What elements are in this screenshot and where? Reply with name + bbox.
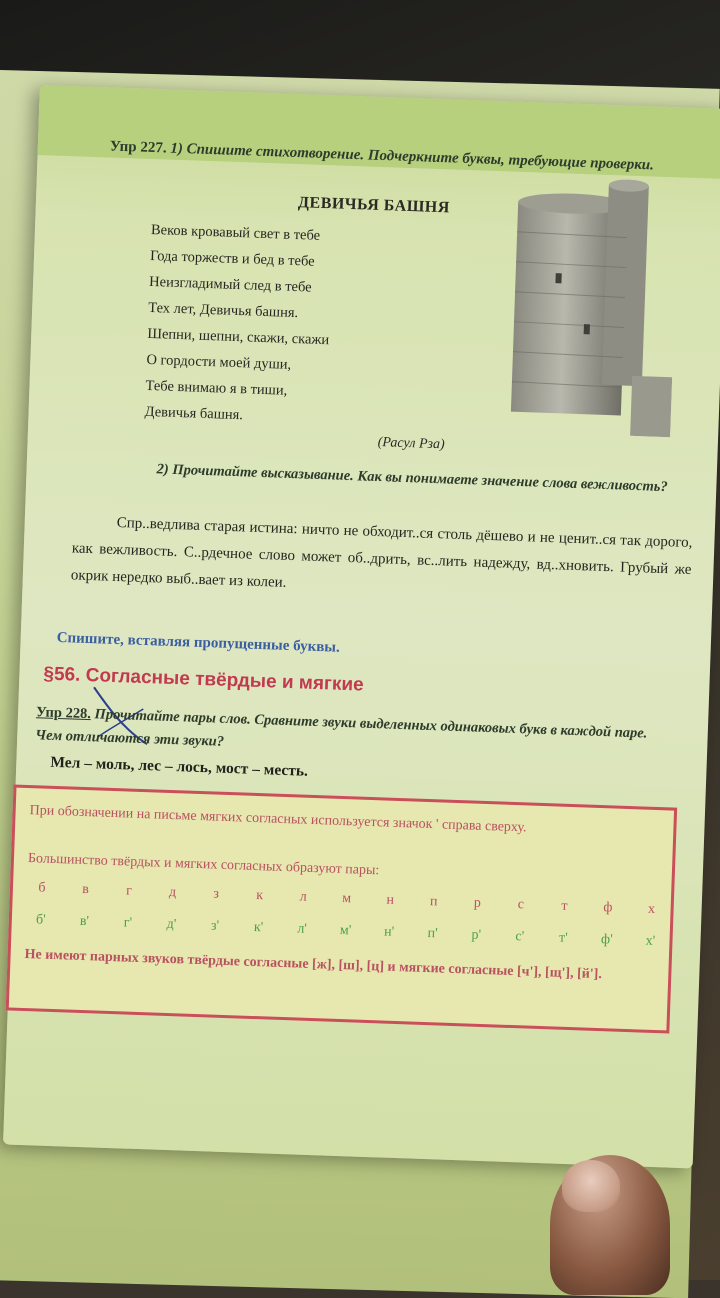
page-content (3, 85, 720, 1168)
consonant-letter: д' (166, 916, 177, 933)
poem-line: О гордости моей души, (146, 351, 292, 373)
consonant-letter: з (213, 886, 220, 902)
rule-box (6, 785, 677, 1034)
prose-text: Спр..ведлива старая истина: ничто не обходит..ся столь дёшево и не ценит..ся так дорого, как вежливость. С..рдечное слово может об..дрить, вс..лить надежду, вд..хновить. Грубый же окрик нередко выб..вает из колеи. (70, 514, 693, 591)
thumb-nail (562, 1160, 620, 1212)
exercise-228-number: Упр 228. (35, 704, 92, 723)
poem-line: Веков кровавый свет в тебе (150, 221, 321, 244)
consonant-letter: л' (297, 921, 308, 937)
rule-line-pairs: Большинство твёрдых и мягких согласных образуют пары: (27, 851, 380, 879)
task-2-instruction: 2) Прочитайте высказывание. Как вы понимаете значение слова вежливость? (156, 461, 668, 496)
consonant-letter: к' (253, 919, 264, 936)
consonant-letter: п' (427, 926, 438, 942)
prose-passage (70, 508, 692, 611)
poem-line: Шепни, шепни, скажи, скажи (147, 325, 330, 349)
consonant-letter: ф (603, 900, 613, 916)
consonant-letter: п (429, 894, 438, 910)
poem-line: Девичья башня. (144, 403, 244, 424)
consonant-letter: г' (123, 915, 133, 931)
soft-consonants-row (26, 912, 666, 950)
poem-body (144, 217, 411, 434)
consonant-letter: в (81, 881, 90, 898)
poem-line: Тебе внимаю я в тиши, (145, 377, 288, 399)
consonant-letter: р (473, 895, 482, 911)
consonant-letter: с' (515, 929, 525, 945)
word-pairs: Мел – моль, лес – лось, мост – месть. (50, 753, 309, 780)
exercise-227-header (110, 137, 700, 176)
consonant-letter: д (168, 884, 177, 901)
consonant-letter: к (255, 888, 264, 904)
consonant-letter: г (125, 883, 133, 899)
consonant-letter: б (38, 880, 46, 896)
poem-line: Года торжеств и бед в тебе (149, 247, 315, 270)
consonant-letter: б' (35, 912, 46, 928)
poem-line: Неизгладимый след в тебе (148, 273, 312, 296)
consonant-letter: т (561, 898, 568, 914)
consonant-letter: с (517, 897, 525, 913)
rule-line-unpaired: Не имеют парных звуков твёрдые согласные [ж], [ш], [ц] и мягкие согласные [ч'], [щ'], [й']. (24, 946, 603, 983)
poem-line: Тех лет, Девичья башня. (148, 299, 299, 322)
consonant-letter: х (647, 901, 656, 917)
copy-instruction: Спишите, вставляя пропущенные буквы. (56, 629, 341, 656)
consonant-letter: ф' (600, 932, 613, 948)
section-heading: §56. Согласные твёрдые и мягкие (43, 663, 364, 696)
consonant-letter: м (342, 891, 352, 907)
poem-title: ДЕВИЧЬЯ БАШНЯ (297, 194, 451, 217)
rule-line-soft-sign: При обозначении на письме мягких согласных используется значок ' справа сверху. (29, 803, 527, 836)
consonant-letter: л (299, 889, 307, 905)
consonant-letter: в' (79, 913, 90, 930)
consonant-letter: м' (339, 922, 352, 939)
maiden-tower-illustration (480, 171, 679, 437)
exercise-227-instruction: 1) Спишите стихотворение. Подчеркните буквы, требующие проверки. (170, 140, 655, 174)
textbook-page (3, 85, 720, 1168)
consonant-letter: х' (645, 933, 656, 949)
consonant-letter: т' (558, 930, 568, 946)
exercise-228-instruction: Прочитайте пары слов. Сравните звуки выделенных одинаковых букв в каждой паре. Чем отличаются эти звуки? (35, 706, 648, 750)
consonant-letter: з' (210, 918, 220, 934)
consonant-letter: р' (471, 927, 482, 943)
exercise-227-number: Упр 227. (109, 138, 167, 157)
poem-author: (Расул Рза) (377, 435, 445, 453)
indent (73, 525, 117, 527)
consonant-letter: н (386, 892, 395, 908)
consonant-letter: н' (383, 924, 395, 940)
